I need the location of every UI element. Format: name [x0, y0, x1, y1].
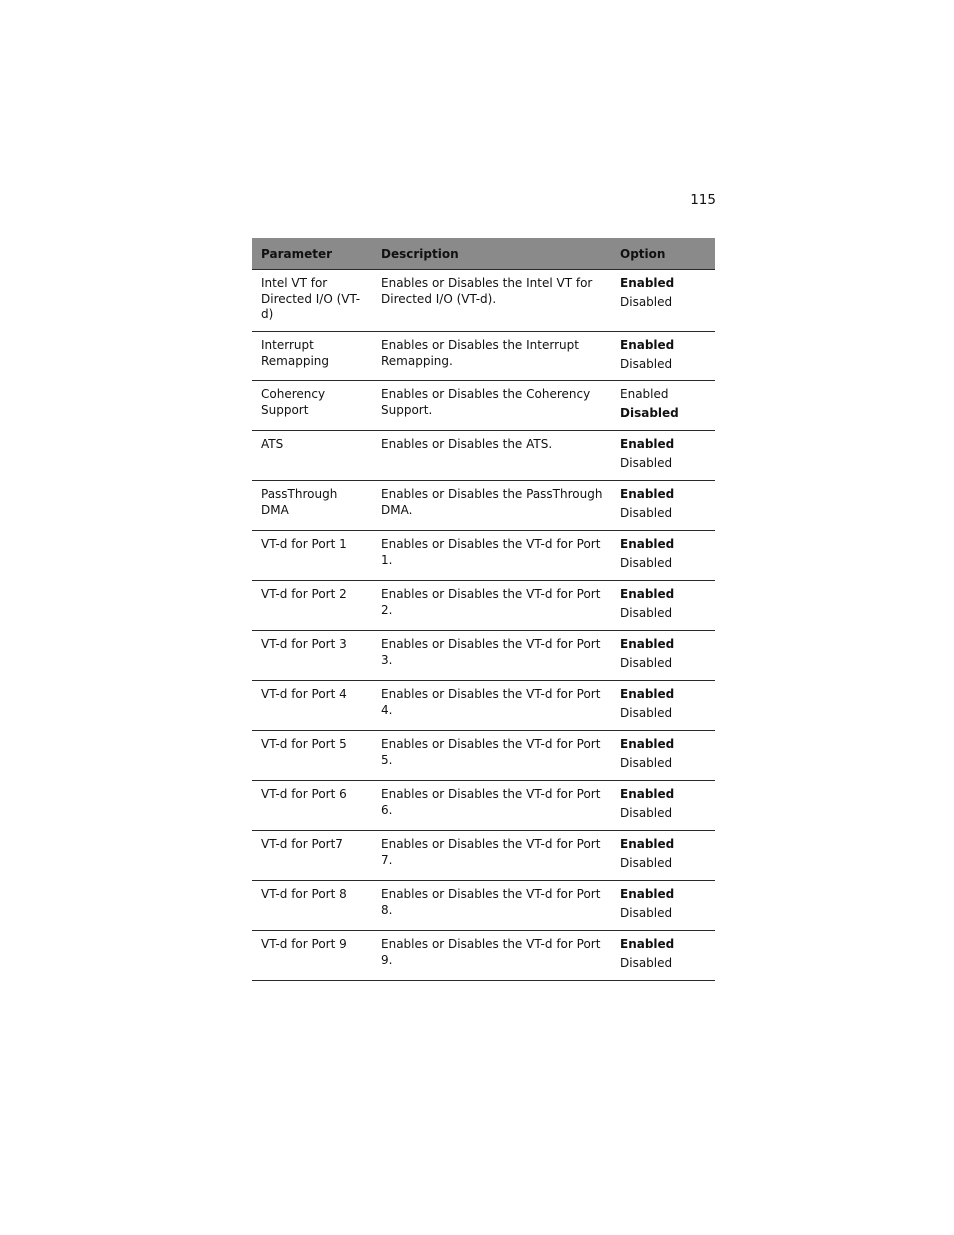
option-cell: [611, 781, 715, 831]
option-enabled: Enabled: [620, 637, 675, 651]
page-number: 115: [690, 192, 716, 208]
table-row: [252, 581, 715, 631]
table-row: [252, 831, 715, 881]
table-header-row: [252, 238, 715, 270]
table-row: [252, 931, 715, 981]
option-cell: [611, 881, 715, 931]
parameter-cell: Intel VT for Directed I/O (VT-d): [252, 270, 372, 332]
description-cell: Enables or Disables the PassThrough DMA.: [372, 481, 611, 531]
parameter-cell: VT-d for Port 3: [252, 631, 372, 681]
option-disabled: Disabled: [620, 806, 673, 820]
option-enabled: Enabled: [620, 787, 675, 801]
option-disabled: Disabled: [620, 856, 673, 870]
description-cell: Enables or Disables the VT-d for Port 3.: [372, 631, 611, 681]
option-disabled: Disabled: [620, 406, 679, 420]
table-row: [252, 781, 715, 831]
table-row: [252, 481, 715, 531]
option-cell: [611, 931, 715, 981]
description-cell: Enables or Disables the Coherency Support.: [372, 381, 611, 431]
parameter-cell: VT-d for Port 2: [252, 581, 372, 631]
description-cell: Enables or Disables the VT-d for Port 4.: [372, 681, 611, 731]
description-cell: Enables or Disables the VT-d for Port 8.: [372, 881, 611, 931]
option-disabled: Disabled: [620, 506, 673, 520]
description-cell: Enables or Disables the Intel VT for Directed I/O (VT-d).: [372, 270, 611, 332]
column-header-parameter: Parameter: [252, 238, 372, 270]
option-cell: [611, 481, 715, 531]
option-enabled: Enabled: [620, 587, 675, 601]
option-enabled: Enabled: [620, 687, 675, 701]
option-enabled: Enabled: [620, 737, 675, 751]
table-row: [252, 731, 715, 781]
option-cell: [611, 381, 715, 431]
description-cell: Enables or Disables the VT-d for Port 7.: [372, 831, 611, 881]
parameter-cell: ATS: [252, 431, 372, 481]
option-disabled: Disabled: [620, 706, 673, 720]
option-cell: [611, 681, 715, 731]
table-row: [252, 270, 715, 332]
option-cell: [611, 631, 715, 681]
parameter-cell: VT-d for Port 8: [252, 881, 372, 931]
option-disabled: Disabled: [620, 956, 673, 970]
column-header-option: Option: [611, 238, 715, 270]
parameter-cell: VT-d for Port 1: [252, 531, 372, 581]
description-cell: Enables or Disables the VT-d for Port 5.: [372, 731, 611, 781]
option-enabled: Enabled: [620, 887, 675, 901]
parameter-cell: VT-d for Port7: [252, 831, 372, 881]
column-header-description: Description: [372, 238, 611, 270]
table-row: [252, 381, 715, 431]
option-cell: [611, 270, 715, 332]
option-disabled: Disabled: [620, 906, 673, 920]
option-enabled: Enabled: [620, 937, 675, 951]
option-cell: [611, 431, 715, 481]
table-row: [252, 431, 715, 481]
description-cell: Enables or Disables the ATS.: [372, 431, 611, 481]
option-cell: [611, 731, 715, 781]
option-disabled: Disabled: [620, 357, 673, 371]
parameter-cell: Interrupt Remapping: [252, 332, 372, 381]
description-cell: Enables or Disables the VT-d for Port 2.: [372, 581, 611, 631]
description-cell: Enables or Disables the VT-d for Port 1.: [372, 531, 611, 581]
option-enabled: Enabled: [620, 487, 675, 501]
option-enabled: Enabled: [620, 387, 669, 401]
parameter-cell: VT-d for Port 4: [252, 681, 372, 731]
option-enabled: Enabled: [620, 338, 675, 352]
option-enabled: Enabled: [620, 276, 675, 290]
option-disabled: Disabled: [620, 756, 673, 770]
option-enabled: Enabled: [620, 837, 675, 851]
parameter-cell: PassThrough DMA: [252, 481, 372, 531]
option-disabled: Disabled: [620, 456, 673, 470]
option-enabled: Enabled: [620, 437, 675, 451]
table-row: [252, 881, 715, 931]
option-disabled: Disabled: [620, 556, 673, 570]
parameter-cell: VT-d for Port 9: [252, 931, 372, 981]
bios-parameter-table: [252, 238, 715, 981]
option-disabled: Disabled: [620, 606, 673, 620]
option-disabled: Disabled: [620, 656, 673, 670]
description-cell: Enables or Disables the Interrupt Remapping.: [372, 332, 611, 381]
option-cell: [611, 581, 715, 631]
table-row: [252, 681, 715, 731]
parameter-cell: Coherency Support: [252, 381, 372, 431]
option-disabled: Disabled: [620, 295, 673, 309]
option-enabled: Enabled: [620, 537, 675, 551]
table-row: [252, 531, 715, 581]
parameter-cell: VT-d for Port 5: [252, 731, 372, 781]
option-cell: [611, 831, 715, 881]
option-cell: [611, 531, 715, 581]
description-cell: Enables or Disables the VT-d for Port 6.: [372, 781, 611, 831]
table-row: [252, 332, 715, 381]
option-cell: [611, 332, 715, 381]
parameter-cell: VT-d for Port 6: [252, 781, 372, 831]
table-row: [252, 631, 715, 681]
description-cell: Enables or Disables the VT-d for Port 9.: [372, 931, 611, 981]
